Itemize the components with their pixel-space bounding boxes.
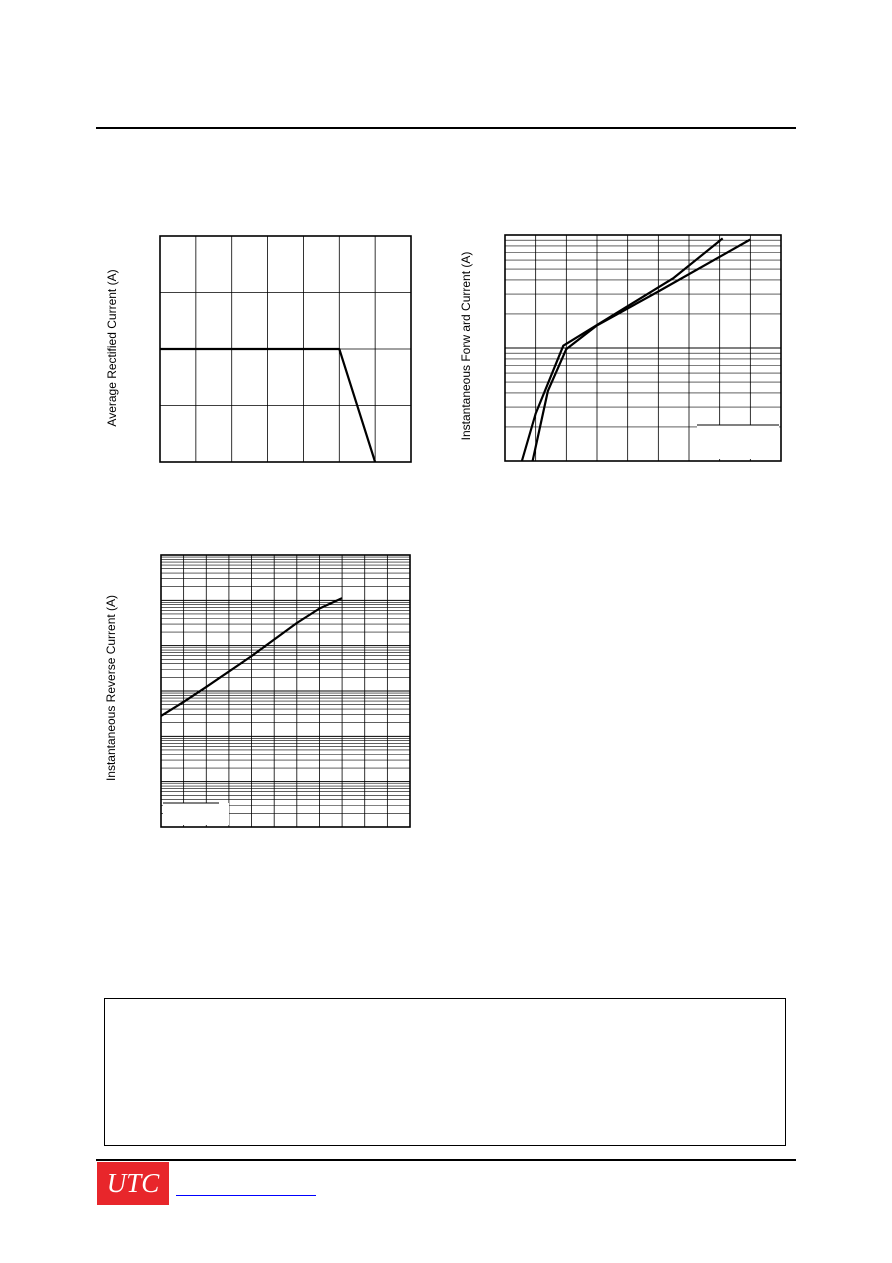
legend-box [697,425,779,459]
utc-logo [97,1162,169,1205]
forward-current-chart [505,235,781,461]
footer-rule [96,1159,796,1161]
reverse-current-chart [161,555,410,827]
reverse-y-axis-label: Instantaneous Reverse Current (A) [104,594,118,782]
legend-box [163,803,229,825]
utc-logo-text: UTC [106,1168,160,1198]
derating-y-axis-label: Average Rectified Current (A) [105,269,119,427]
website-link-underline[interactable] [176,1195,316,1196]
derating-chart [160,236,411,462]
forward-y-axis-label: Instantaneous Forw ard Current (A) [459,251,473,441]
notice-box [104,998,786,1146]
